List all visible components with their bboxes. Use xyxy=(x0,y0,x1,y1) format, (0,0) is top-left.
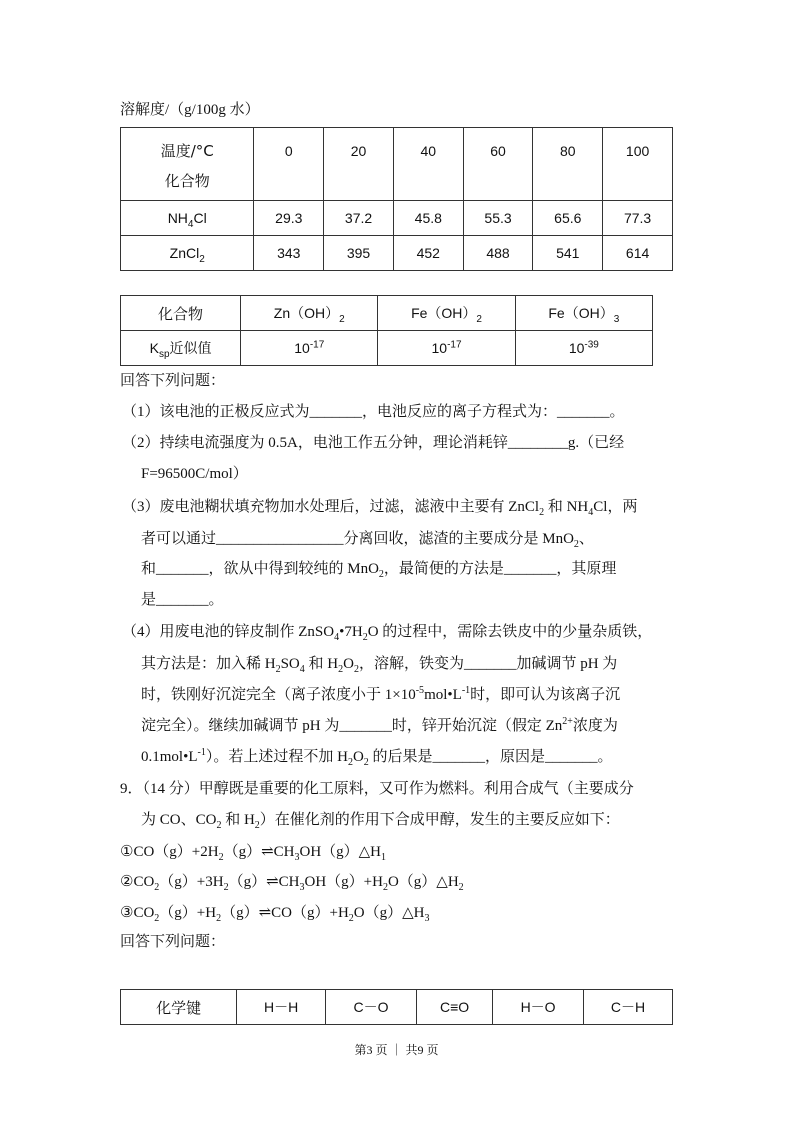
text-line xyxy=(122,433,624,453)
text-segment: 者可以通过_________________分离回收，滤渣的主要成分是 MnO xyxy=(141,531,574,547)
ksp-table xyxy=(120,295,653,366)
value-cell: 541 xyxy=(533,236,603,271)
text-segment: 10 xyxy=(431,340,448,356)
text-segment: 其方法是：加入稀 H xyxy=(141,656,276,672)
text-segment: （g）+3H xyxy=(159,874,224,890)
text-segment: -17 xyxy=(309,339,325,351)
text-segment: 和 H xyxy=(304,656,339,672)
header-cell: 化学键 xyxy=(121,990,237,1025)
text-segment: 时，即可认为该离子沉 xyxy=(470,687,621,703)
temp-cell: 40 xyxy=(393,128,463,201)
text-segment: 2 xyxy=(347,757,353,768)
text-segment: ③CO xyxy=(120,905,155,921)
text-segment: OH（g）△H xyxy=(299,844,382,860)
bond-table xyxy=(120,989,673,1025)
text-line xyxy=(141,590,224,610)
value-cell xyxy=(378,331,515,366)
text-segment: 时，铁刚好沉淀完全（离子浓度小于 1×10 xyxy=(141,687,416,703)
text-segment: 2 xyxy=(199,253,205,265)
text-segment: Cl xyxy=(193,210,207,226)
value-cell: 614 xyxy=(603,236,673,271)
text-segment: O xyxy=(343,656,354,672)
text-segment: -5 xyxy=(415,685,425,696)
value-cell: 45.8 xyxy=(393,201,463,236)
text-segment: （2）持续电流强度为 0.5A，电池工作五分钟，理论消耗锌________g.（已经 xyxy=(122,435,625,451)
text-segment: （g）+H xyxy=(159,905,217,921)
page-footer: 第3 页 ｜ 共9 页 xyxy=(354,1043,439,1057)
value-cell: 395 xyxy=(324,236,394,271)
text-segment: ）。若上述过程不加 H xyxy=(205,749,348,765)
text-segment: 2 xyxy=(353,664,359,675)
compound-cell xyxy=(121,201,254,236)
text-segment: O（g）△H xyxy=(353,905,425,921)
table-row xyxy=(121,201,673,236)
text-segment: 3 xyxy=(299,882,305,893)
temp-cell: 80 xyxy=(533,128,603,201)
value-cell xyxy=(515,331,652,366)
text-segment: 回答下列问题： xyxy=(120,934,226,950)
table-header-row xyxy=(121,128,673,201)
value-cell: 65.6 xyxy=(533,201,603,236)
bond-cell: C≡O xyxy=(416,990,492,1025)
text-segment: 2 xyxy=(362,632,368,643)
text-segment: OH（g）+H xyxy=(304,874,383,890)
text-line xyxy=(120,779,634,799)
text-segment: 2+ xyxy=(562,716,573,727)
compound-cell xyxy=(515,296,652,331)
text-segment: 3 xyxy=(424,913,430,924)
text-segment: 1 xyxy=(381,852,387,863)
text-segment: -39 xyxy=(584,339,599,351)
table-header-row xyxy=(121,296,653,331)
text-segment: -1 xyxy=(461,685,471,696)
text-line xyxy=(141,654,617,674)
text-segment: 4 xyxy=(334,632,340,643)
text-segment: 近似值 xyxy=(169,340,212,356)
text-segment: 和 H xyxy=(221,812,255,828)
text-segment: O xyxy=(352,749,364,765)
text-segment: 4 xyxy=(588,507,594,518)
text-segment: 2 xyxy=(275,664,281,675)
text-segment: 的后果是_______，原因是_______。 xyxy=(368,749,613,765)
text-segment: sp xyxy=(158,348,170,360)
text-segment: ，溶解，铁变为_______加碱调节 pH 为 xyxy=(358,656,618,672)
text-line xyxy=(120,903,430,923)
text-line xyxy=(120,872,464,892)
text-segment: 9．（14 分）甲醇既是重要的化工原料，又可作为燃料。利用合成气（主要成分 xyxy=(120,781,634,797)
text-line xyxy=(141,810,620,830)
text-segment: 淀完全）。继续加碱调节 pH 为_______时，锌开始沉淀（假定 Zn xyxy=(141,718,563,734)
bond-cell: H－O xyxy=(493,990,584,1025)
bond-cell: H－H xyxy=(237,990,326,1025)
text-segment: 2 xyxy=(254,820,260,831)
text-segment: ①CO（g）+2H xyxy=(120,844,219,860)
temp-cell: 60 xyxy=(463,128,533,201)
text-line xyxy=(141,464,248,484)
value-cell: 452 xyxy=(393,236,463,271)
text-segment: SO xyxy=(280,656,300,672)
text-segment: 10 xyxy=(294,340,310,356)
value-cell: 29.3 xyxy=(254,201,324,236)
text-segment: （g）⇌CH xyxy=(228,874,300,890)
text-line xyxy=(141,747,613,767)
text-line xyxy=(141,559,616,579)
value-cell: 343 xyxy=(254,236,324,271)
text-segment: 2 xyxy=(339,313,345,325)
header-cell: 化合物 xyxy=(121,296,241,331)
text-segment: 0.1mol•L xyxy=(141,749,198,765)
bond-cell: C－O xyxy=(326,990,417,1025)
text-segment: （1）该电池的正极反应式为_______，电池反应的离子方程式为：_______。 xyxy=(122,404,625,420)
temp-cell: 100 xyxy=(603,128,673,201)
text-segment: 2 xyxy=(216,820,222,831)
text-segment: （3）废电池糊状填充物加水处理后，过滤，滤液中主要有 ZnCl xyxy=(122,499,540,515)
text-segment: 10 xyxy=(568,340,585,356)
text-line xyxy=(141,529,594,549)
table-row xyxy=(121,331,653,366)
text-line xyxy=(141,685,620,705)
text-segment: F=96500C/mol） xyxy=(141,466,248,482)
text-segment: Fe（OH） xyxy=(548,305,614,321)
text-segment: 4 xyxy=(187,218,194,230)
value-cell xyxy=(241,331,378,366)
text-line xyxy=(122,622,652,642)
text-segment: 为 CO、CO xyxy=(141,812,217,828)
bond-cell: C－H xyxy=(584,990,673,1025)
text-segment: 2 xyxy=(154,882,160,893)
text-segment: 2 xyxy=(476,313,482,325)
text-segment: 是_______。 xyxy=(141,592,224,608)
text-segment: 2 xyxy=(363,757,369,768)
value-cell: 55.3 xyxy=(463,201,533,236)
text-segment: 2 xyxy=(458,882,464,893)
text-segment: 浓度为 xyxy=(572,718,618,734)
ksp-label-cell xyxy=(121,331,241,366)
text-segment: ，最简便的方法是_______，其原理 xyxy=(383,561,617,577)
text-segment: 2 xyxy=(382,882,388,893)
text-segment: 4 xyxy=(299,664,305,675)
text-segment: O（g）△H xyxy=(387,874,459,890)
solubility-table xyxy=(120,127,673,271)
temp-cell: 0 xyxy=(254,128,324,201)
text-segment: （g）⇌CH xyxy=(223,844,295,860)
text-segment: mol•L xyxy=(424,687,462,703)
table-row xyxy=(121,236,673,271)
table-row xyxy=(121,990,673,1025)
text-segment: K xyxy=(149,340,159,356)
text-line xyxy=(122,402,625,422)
compound-cell xyxy=(241,296,378,331)
text-segment: 回答下列问题： xyxy=(120,373,226,389)
text-segment: ）在催化剂的作用下合成甲醇，发生的主要反应如下： xyxy=(259,812,620,828)
text-segment: NH xyxy=(167,210,188,226)
text-line xyxy=(120,842,386,862)
text-segment: 和 NH xyxy=(544,499,589,515)
solubility-caption: 溶解度/（g/100g 水） xyxy=(120,102,260,118)
text-segment: 、 xyxy=(578,531,594,547)
text-segment: 2 xyxy=(539,507,545,518)
text-line xyxy=(141,716,618,736)
text-line xyxy=(120,932,225,952)
text-segment: 2 xyxy=(378,569,384,580)
text-segment: 2 xyxy=(573,539,579,550)
header-cell xyxy=(121,128,254,201)
temp-cell: 20 xyxy=(324,128,394,201)
text-segment: 3 xyxy=(294,852,300,863)
text-segment: Fe（OH） xyxy=(411,305,477,321)
text-segment: •7H xyxy=(339,624,363,640)
text-segment: ZnCl xyxy=(169,245,200,261)
text-segment: 2 xyxy=(218,852,224,863)
text-segment: （g）⇌CO（g）+H xyxy=(221,905,349,921)
text-segment: Zn（OH） xyxy=(273,305,340,321)
compound-label: 化合物 xyxy=(164,172,210,190)
text-segment: 2 xyxy=(216,913,222,924)
text-segment: 2 xyxy=(154,913,160,924)
temperature-label: 温度/°C xyxy=(160,142,214,160)
value-cell: 37.2 xyxy=(324,201,394,236)
text-segment: （4）用废电池的锌皮制作 ZnSO xyxy=(122,624,335,640)
text-segment: 和_______，欲从中得到较纯的 MnO xyxy=(141,561,379,577)
text-segment: 3 xyxy=(613,313,620,325)
text-segment: -1 xyxy=(197,747,206,758)
value-cell: 77.3 xyxy=(603,201,673,236)
text-line xyxy=(122,497,637,517)
text-segment: 2 xyxy=(338,664,344,675)
text-segment: -17 xyxy=(447,339,462,351)
text-segment: O 的过程中，需除去铁皮中的少量杂质铁， xyxy=(367,624,653,640)
compound-cell xyxy=(121,236,254,271)
text-line xyxy=(120,371,225,391)
value-cell: 488 xyxy=(463,236,533,271)
text-segment: 2 xyxy=(223,882,229,893)
compound-cell xyxy=(378,296,515,331)
text-segment: 2 xyxy=(348,913,354,924)
text-segment: Cl，两 xyxy=(593,499,638,515)
text-segment: ②CO xyxy=(120,874,155,890)
